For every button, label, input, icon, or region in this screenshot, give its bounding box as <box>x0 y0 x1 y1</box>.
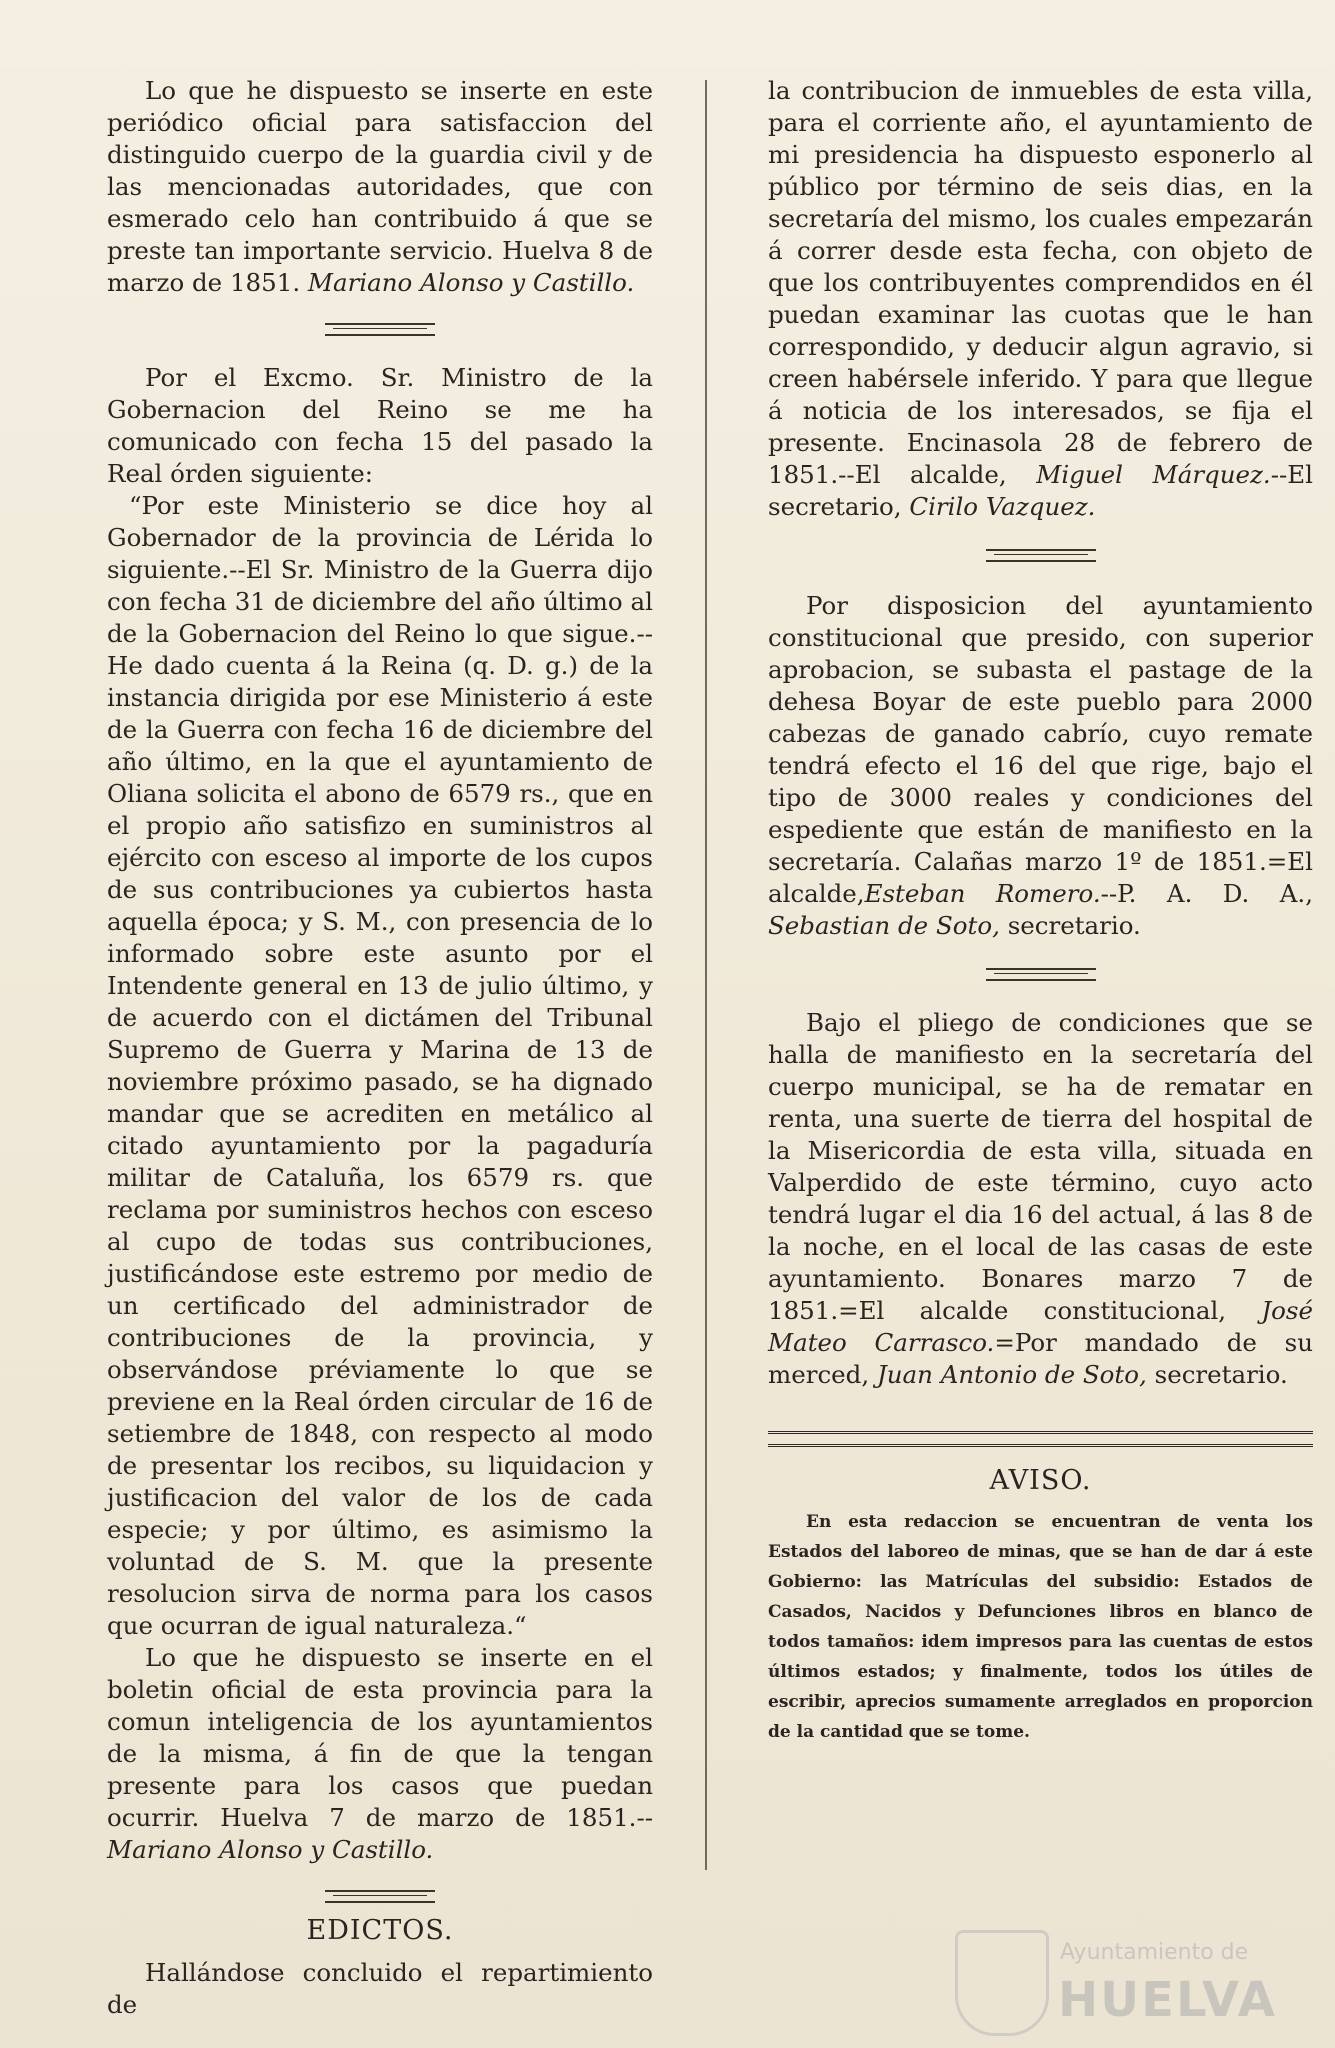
signature-alcalde: Esteban Romero. <box>864 879 1101 908</box>
paragraph-real-orden-quote: “Por este Ministerio se dice hoy al Gobernador de la provincia de Lérida lo siguiente.--El Sr. Ministro de la Guerra dijo con fecha 31 de diciembre del año último al de la Gobernacion del Reino lo que sigue.--He dado cuenta á la Reina (q. D. g.) de la instancia dirigida por ese Ministerio á este de la Guerra con fecha 16 de diciembre del año último, en la que el ayuntamiento de Oliana solicita el abono de 6579 rs., que en el propio año satisfizo en suministros al ejército con esceso al importe de los cupos de sus contribuciones ya cubiertos hasta aquella época; y S. M., con presencia de lo informado sobre este asunto por el Intendente general en 13 de julio último, y de acuerdo con el dictámen del Tribunal Supremo de Guerra y Marina de 13 de noviembre próximo pasado, se ha dignado mandar que se acrediten en metálico al citado ayuntamiento por la pagaduría militar de Cataluña, los 6579 rs. que reclama por suministros hechos con esceso al cupo de todas sus contribuciones, justificándose este estremo por medio de un certificado del administrador de contribuciones de la provincia, y observándose préviamente lo que se previene en la Real órden circular de 16 de setiembre de 1848, con respecto al modo de presentar los recibos, su liquidacion y justificacion del valor de los de cada especie; y por último, es asimismo la voluntad de S. M. que la presente resolucion sirva de norma para los casos que ocurran de igual naturaleza.“ <box>107 491 653 1640</box>
paragraph-text: la contribucion de inmuebles de esta villa, para el corriente año, el ayuntamiento de mi presidencia ha dispuesto esponerlo al público por término de seis dias, en la secretaría del mismo, los cuales empezarán á correr desde esta fecha, con objeto de que los contribuyentes comprendidos en él puedan examinar las cuotas que le han correspondido, y deducir algun agravio, si creen habérsele inferido. Y para que llegue á noticia de los interesados, se fija el presente. Encinasola 28 de febrero de 1851.--El alcalde, <box>768 76 1313 489</box>
aviso-heading: AVISO. <box>989 1465 1092 1496</box>
edictos-heading: EDICTOS. <box>306 1915 454 1946</box>
paragraph-text: Lo que he dispuesto se inserte en el boletin oficial de esta provincia para la comun inteligencia de los ayuntamientos de la misma, á fin de que la tengan presente para los casos que puedan ocurrir. Huelva 7 de marzo de 1851.-- <box>107 1643 653 1832</box>
mandado-label: =Por mandado de su merced, <box>768 1328 1313 1389</box>
signature-alcalde: Miguel Márquez. <box>1036 460 1271 489</box>
secretario-label: secretario. <box>1154 1360 1288 1389</box>
double-rule <box>768 1431 1313 1447</box>
signature-secretario: Sebastian de Soto, <box>768 911 1000 940</box>
separator <box>986 549 1096 562</box>
pad-label: --P. A. D. A., <box>1100 879 1313 908</box>
signature-secretario: Juan Antonio de Soto, <box>876 1360 1147 1389</box>
paragraph-guardia-civil <box>107 75 653 299</box>
aviso-text: En esta redaccion se encuentran de venta los Estados del laboreo de minas, que se han de dar á este Gobierno: las Matrículas del subsidio: Estados de Casados, Nacidos y Defunciones libros en blanco de todos tamaños: idem impresos para las cuentas de estos últimos estados; y finalmente, todos los útiles de escribir, aprecios sumamente arreglados en proporcion de la cantidad que se tome. <box>768 1512 1313 1742</box>
paragraph-text: Bajo el pliego de condiciones que se halla de manifiesto en la secretaría del cuerpo municipal, se ha de rematar en renta, una suerte de tierra del hospital de la Misericordia de esta villa, situada en Valperdido de este término, cuyo acto tendrá lugar el dia 16 del actual, á las 8 de la noche, en el local de las casas de este ayuntamiento. Bonares marzo 7 de 1851.=El alcalde constitucional, <box>768 1008 1313 1325</box>
signature-secretario: Cirilo Vazquez. <box>909 492 1096 521</box>
watermark-line1: Ayuntamiento de <box>1060 1940 1249 1965</box>
shield-icon <box>955 1930 1049 2036</box>
secretario-label: secretario. <box>1007 911 1141 940</box>
edicto-encinasola-start: Hallándose concluido el repartimiento de <box>107 1958 653 2019</box>
column-divider <box>705 80 707 1870</box>
edicto-bonares <box>768 1007 1313 1391</box>
paragraph-text: Lo que he dispuesto se inserte en este periódico oficial para satisfaccion del distinguido cuerpo de la guardia civil y de las mencionadas autoridades, que con esmerado celo han contribuido á que se preste tan importante servicio. Huelva 8 de marzo de 1851. <box>107 76 653 297</box>
edicto-encinasola <box>768 75 1313 523</box>
paragraph-real-orden-intro: Por el Excmo. Sr. Ministro de la Gobernacion del Reino se me ha comunicado con fecha 15 del pasado la Real órden siguiente: <box>107 363 653 488</box>
right-column <box>768 75 1313 1747</box>
separator <box>325 1890 435 1903</box>
signature: Mariano Alonso y Castillo. <box>107 1835 434 1864</box>
ayuntamiento-huelva-watermark <box>955 1925 1315 2035</box>
signature: Mariano Alonso y Castillo. <box>307 268 635 297</box>
watermark-line2: HUELVA <box>1058 1972 1277 2028</box>
paragraph-text: Por disposicion del ayuntamiento constitucional que presido, con superior aprobacion, se subasta el pastage de la dehesa Boyar de este pueblo para 2000 cabezas de ganado cabrío, cuyo remate tendrá efecto el 16 del que rige, bajo el tipo de 3000 reales y condiciones del espediente que están de manifiesto en la secretaría. Calañas marzo 1º de 1851.=El alcalde, <box>768 591 1313 908</box>
paragraph-boletin <box>107 1642 653 1866</box>
left-column <box>107 75 653 2021</box>
edicto-calanas <box>768 590 1313 942</box>
separator <box>986 968 1096 981</box>
secretario-label: --El secretario, <box>768 460 1314 521</box>
signature-alcalde: José Mateo Carrasco. <box>768 1296 1313 1357</box>
separator <box>325 323 435 336</box>
